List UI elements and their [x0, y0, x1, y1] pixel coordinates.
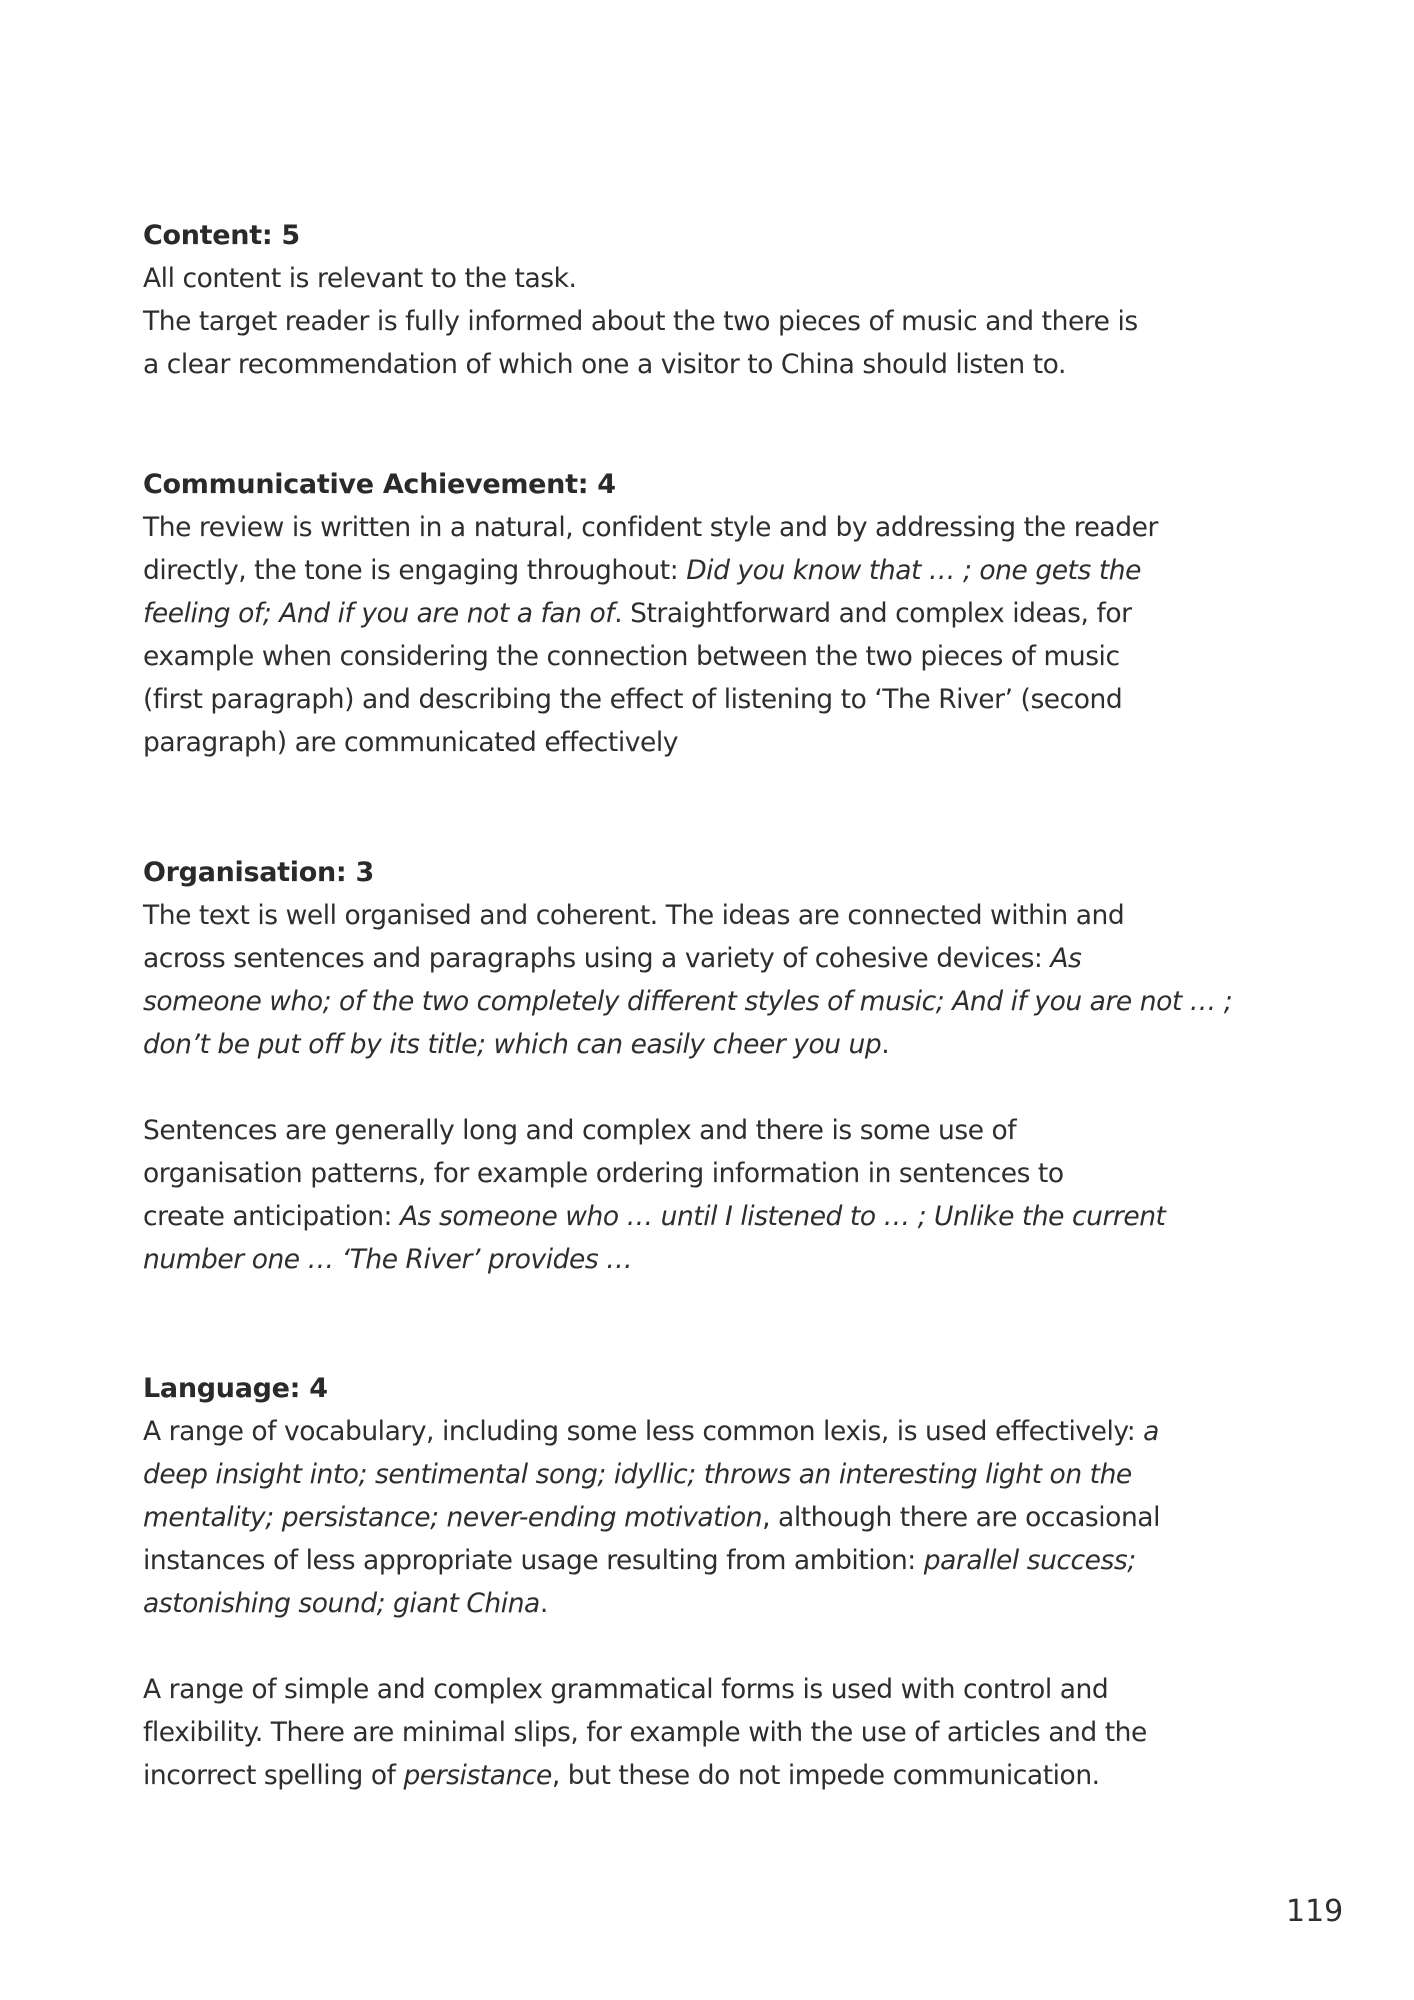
text-line	[143, 1754, 1303, 1797]
text-run: directly, the tone is engaging throughout:	[143, 555, 687, 586]
italic-quote: persistance	[403, 1760, 552, 1791]
text-run: flexibility. There are minimal slips, for example with the use of articles and the	[143, 1717, 1147, 1748]
paragraph-gap	[143, 1066, 1303, 1109]
section-communicative-achievement	[143, 463, 1303, 764]
text-line	[143, 1195, 1303, 1238]
section-heading: Content: 5	[143, 220, 300, 251]
section-heading: Communicative Achievement: 4	[143, 469, 616, 500]
text-run: incorrect spelling of	[143, 1760, 404, 1791]
text-run: All content is relevant to the task.	[143, 263, 577, 294]
italic-quote: astonishing sound; giant China	[143, 1588, 540, 1619]
text-line	[143, 1453, 1303, 1496]
text-line	[143, 549, 1303, 592]
text-run: , although there are occasional	[762, 1502, 1160, 1533]
text-run: .	[539, 1588, 548, 1619]
text-line	[143, 300, 1303, 343]
paragraph	[143, 1668, 1303, 1797]
text-run: .	[881, 1029, 890, 1060]
text-run: A range of simple and complex grammatical forms is used with control and	[143, 1674, 1109, 1705]
italic-quote: Did you know that … ; one gets the	[686, 555, 1141, 586]
text-line	[143, 937, 1303, 980]
section-heading: Organisation: 3	[143, 857, 374, 888]
italic-quote: don’t be put off by its title; which can easily cheer you up	[143, 1029, 882, 1060]
text-line	[143, 980, 1303, 1023]
italic-quote: a	[1143, 1416, 1159, 1447]
paragraph	[143, 257, 1303, 386]
text-run: instances of less appropriate usage resulting from ambition:	[143, 1545, 924, 1576]
text-run: The review is written in a natural, confident style and by addressing the reader	[143, 512, 1158, 543]
text-run: . Straightforward and complex ideas, for	[614, 598, 1132, 629]
text-line	[143, 506, 1303, 549]
text-run: , but these do not impede communication.	[551, 1760, 1100, 1791]
text-line	[143, 1238, 1303, 1281]
italic-quote: feeling of; And if you are not a fan of	[143, 598, 615, 629]
italic-quote: number one … ‘The River’ provides …	[143, 1244, 633, 1275]
paragraph	[143, 1109, 1303, 1281]
text-run: (first paragraph) and describing the effect of listening to ‘The River’ (second	[143, 684, 1123, 715]
text-line	[143, 678, 1303, 721]
text-line	[143, 1668, 1303, 1711]
italic-quote: As	[1050, 943, 1082, 974]
paragraph	[143, 1410, 1303, 1625]
text-line	[143, 1410, 1303, 1453]
text-run: The text is well organised and coherent. The ideas are connected within and	[143, 900, 1125, 931]
text-line	[143, 257, 1303, 300]
text-run: Sentences are generally long and complex and there is some use of	[143, 1115, 1017, 1146]
text-line	[143, 635, 1303, 678]
italic-quote: mentality; persistance; never-ending motivation	[143, 1502, 763, 1533]
section-organisation	[143, 851, 1303, 1281]
text-run: create anticipation:	[143, 1201, 400, 1232]
italic-quote: As someone who … until I listened to … ; Unlike the current	[400, 1201, 1166, 1232]
text-run: a clear recommendation of which one a visitor to China should listen to.	[143, 349, 1066, 380]
text-line	[143, 592, 1303, 635]
page-number: 119	[1286, 1894, 1344, 1929]
text-line	[143, 721, 1303, 764]
text-run: example when considering the connection between the two pieces of music	[143, 641, 1120, 672]
section-heading: Language: 4	[143, 1373, 328, 1404]
paragraph	[143, 506, 1303, 764]
section-content	[143, 214, 1303, 386]
text-line	[143, 1539, 1303, 1582]
text-run: The target reader is fully informed about the two pieces of music and there is	[143, 306, 1138, 337]
paragraph	[143, 894, 1303, 1066]
italic-quote: someone who; of the two completely different styles of music; And if you are not … ;	[143, 986, 1233, 1017]
text-run: organisation patterns, for example ordering information in sentences to	[143, 1158, 1064, 1189]
italic-quote: parallel success;	[923, 1545, 1136, 1576]
text-line	[143, 1152, 1303, 1195]
text-line	[143, 1496, 1303, 1539]
paragraph-gap	[143, 1625, 1303, 1668]
text-line	[143, 343, 1303, 386]
italic-quote: deep insight into; sentimental song; idyllic; throws an interesting light on the	[143, 1459, 1132, 1490]
text-run: paragraph) are communicated effectively	[143, 727, 678, 758]
text-line	[143, 1711, 1303, 1754]
text-line	[143, 1023, 1303, 1066]
text-line	[143, 894, 1303, 937]
text-run: across sentences and paragraphs using a variety of cohesive devices:	[143, 943, 1051, 974]
text-line	[143, 1109, 1303, 1152]
section-language	[143, 1367, 1303, 1797]
text-line	[143, 1582, 1303, 1625]
text-run: A range of vocabulary, including some less common lexis, is used effectively:	[143, 1416, 1144, 1447]
